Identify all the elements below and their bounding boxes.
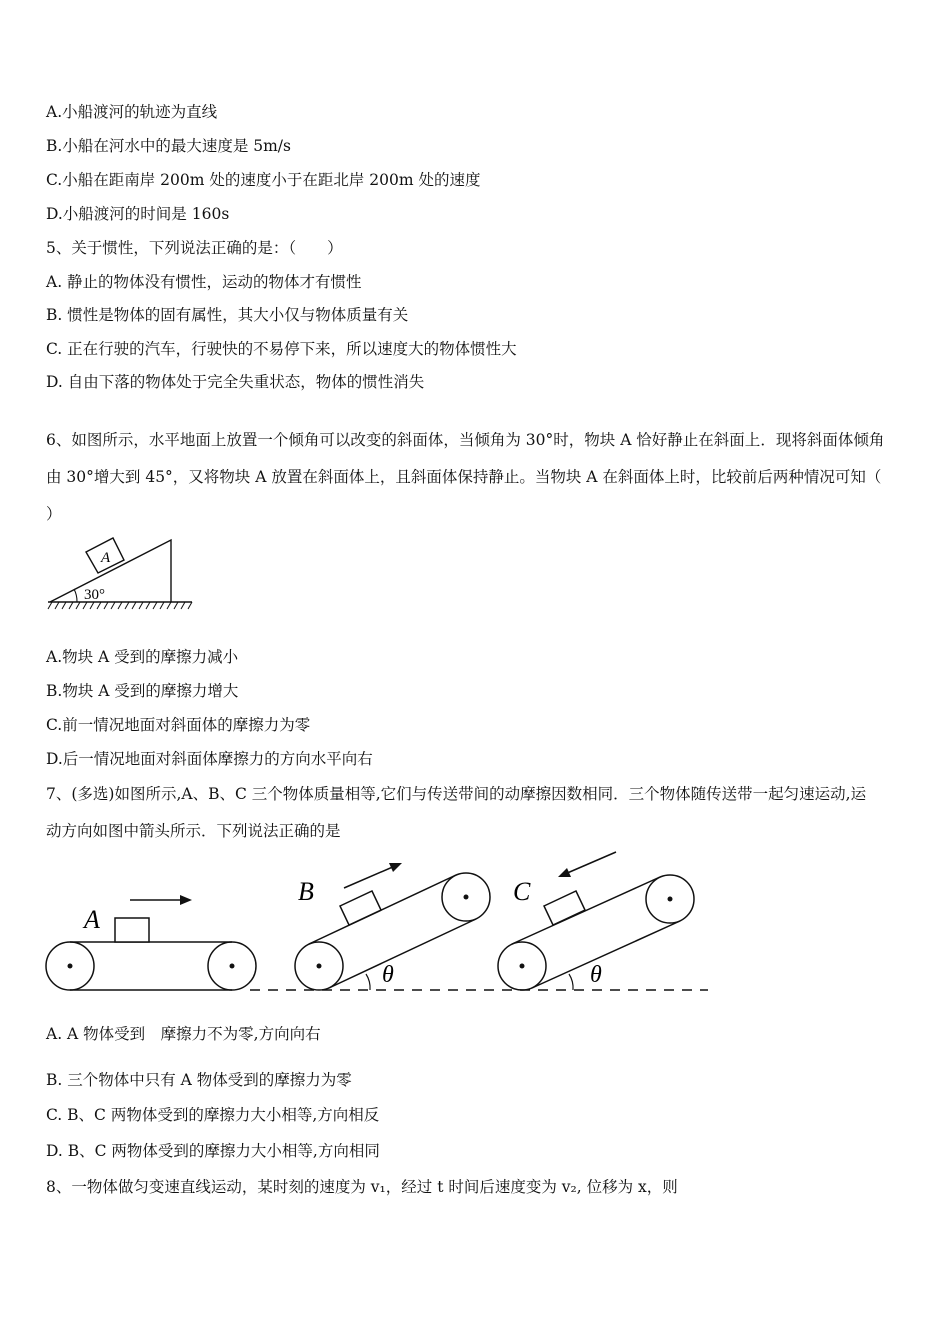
ground-hatch <box>48 602 192 609</box>
arrow-b <box>344 866 395 888</box>
q6-option-a: A.物块 A 受到的摩擦力减小 <box>46 648 239 666</box>
q4-option-b: B.小船在河水中的最大速度是 5m/s <box>46 137 291 155</box>
q6-option-b: B.物块 A 受到的摩擦力增大 <box>46 682 239 700</box>
arrow-c <box>565 852 616 874</box>
q7-conveyor-figure <box>40 848 720 998</box>
q4-option-c: C.小船在距南岸 200m 处的速度小于在距北岸 200m 处的速度 <box>46 171 481 189</box>
q5-option-c: C. 正在行驶的汽车，行驶快的不易停下来，所以速度大的物体惯性大 <box>46 340 517 358</box>
label-b: B <box>298 877 314 906</box>
label-a: A <box>84 905 100 934</box>
q5-option-a: A. 静止的物体没有惯性，运动的物体才有惯性 <box>46 273 362 291</box>
block-a <box>115 918 149 942</box>
q6-stem-line-2: 由 30°增大到 45°，又将物块 A 放置在斜面体上，且斜面体保持静止。当物块 A 在斜面体上时，比较前后两种情况可知（ <box>46 468 882 486</box>
q6-stem-line-1: 6、如图所示，水平地面上放置一个倾角可以改变的斜面体，当倾角为 30°时，物块 A 恰好静止在斜面上．现将斜面体倾角 <box>46 431 885 449</box>
angle-c: θ <box>590 962 602 988</box>
conveyor-a <box>46 895 256 990</box>
q8-stem: 8、一物体做匀变速直线运动，某时刻的速度为 v₁，经过 t 时间后速度变为 v₂, 位移为 x，则 <box>46 1178 678 1196</box>
q5-option-b: B. 惯性是物体的固有属性，其大小仅与物体质量有关 <box>46 306 409 324</box>
block-b <box>340 891 381 925</box>
q7-option-c: C. B、C 两物体受到的摩擦力大小相等,方向相反 <box>46 1106 380 1124</box>
label-c: C <box>513 877 531 906</box>
q6-option-d: D.后一情况地面对斜面体摩擦力的方向水平向右 <box>46 750 373 768</box>
q7-option-a: A. A 物体受到 摩擦力不为零,方向向右 <box>46 1025 321 1043</box>
q7-option-b: B. 三个物体中只有 A 物体受到的摩擦力为零 <box>46 1071 352 1089</box>
q7-stem-line-1: 7、(多选)如图所示,A、B、C 三个物体质量相等,它们与传送带间的动摩擦因数相同．三个物体随传送带一起匀速运动,运 <box>46 785 867 803</box>
angle-arc <box>74 589 77 602</box>
conveyor-c <box>498 852 694 990</box>
q7-stem-line-2: 动方向如图中箭头所示．下列说法正确的是 <box>46 822 341 840</box>
q6-option-c: C.前一情况地面对斜面体的摩擦力为零 <box>46 716 311 734</box>
q6-incline-figure <box>40 532 200 614</box>
q4-option-a: A.小船渡河的轨迹为直线 <box>46 103 218 121</box>
q6-stem-line-3: ） <box>46 505 62 523</box>
block-a-label: A <box>101 550 111 566</box>
angle-label: 30° <box>84 587 105 603</box>
q7-option-d: D. B、C 两物体受到的摩擦力大小相等,方向相同 <box>46 1142 380 1160</box>
q5-option-d: D. 自由下落的物体处于完全失重状态，物体的惯性消失 <box>46 373 425 391</box>
angle-b: θ <box>382 962 394 988</box>
conveyor-b <box>295 863 490 990</box>
q4-option-d: D.小船渡河的时间是 160s <box>46 205 230 223</box>
block-c <box>544 891 585 925</box>
q5-stem: 5、关于惯性，下列说法正确的是：（ ） <box>46 239 343 257</box>
